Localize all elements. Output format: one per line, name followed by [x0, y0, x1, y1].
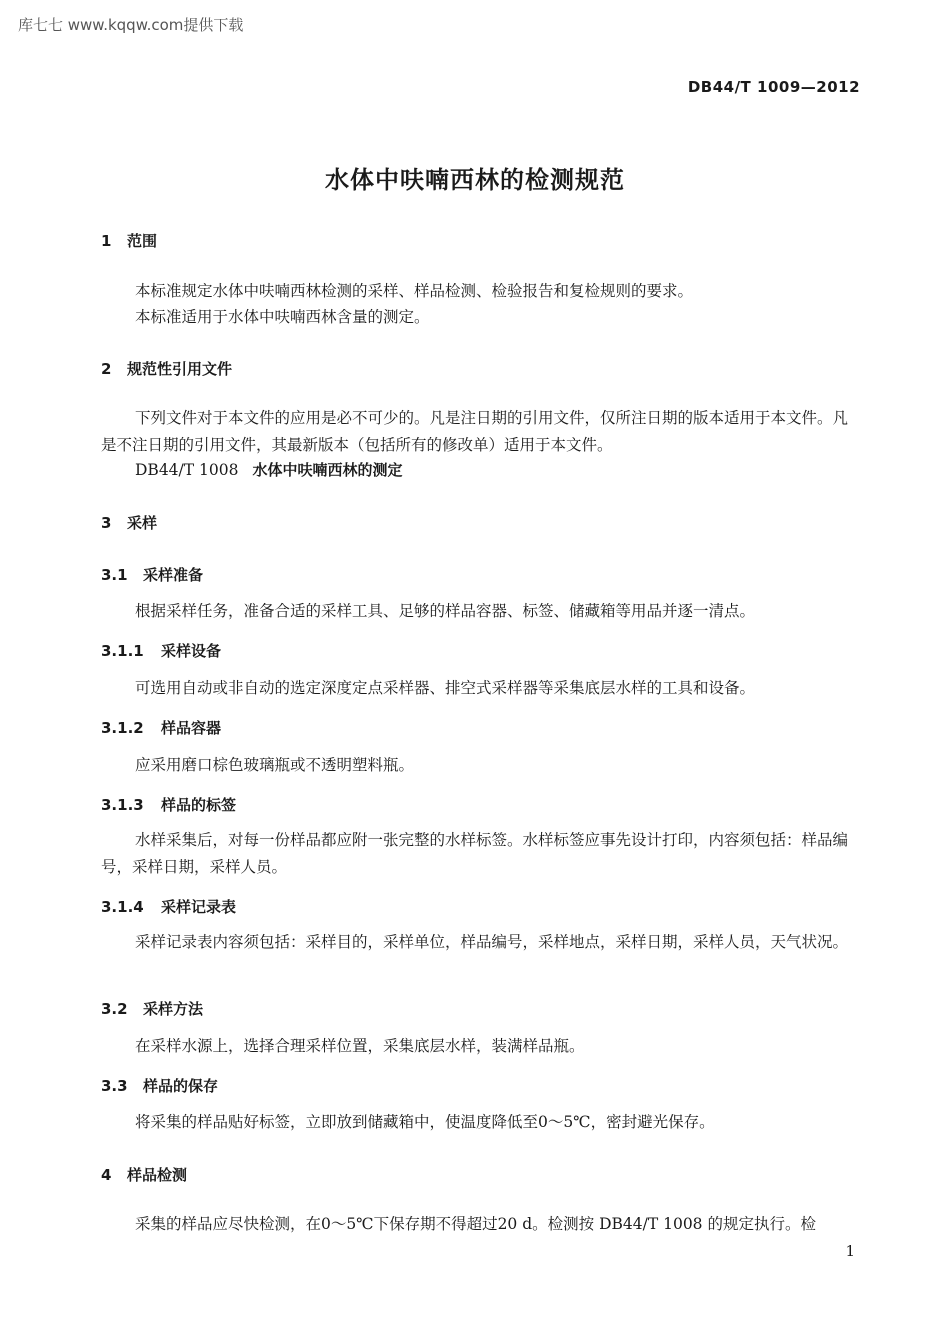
- paragraph: 下列文件对于本文件的应用是必不可少的。凡是注日期的引用文件，仅所注日期的版本适用于本文件。凡是不注日期的引用文件，其最新版本（包括所有的修改单）适用于本文件。: [101, 409, 849, 454]
- section-number: 3.1.4: [101, 898, 144, 916]
- subsection-3-3-heading: [101, 1075, 218, 1096]
- section-number: 4: [101, 1166, 112, 1184]
- section-title: 采样方法: [143, 1000, 204, 1018]
- section-title: 样品容器: [161, 719, 222, 737]
- reference-code: DB44/T 1008: [135, 461, 239, 479]
- watermark: 库七七 www.kqqw.com提供下载: [18, 16, 244, 34]
- paragraph: 将采集的样品贴好标签，立即放到储藏箱中，使温度降低至0～5℃，密封避光保存。: [135, 1113, 715, 1131]
- paragraph: 根据采样任务，准备合适的采样工具、足够的样品容器、标签、储藏箱等用品并逐一清点。: [135, 602, 756, 620]
- section-title: 采样记录表: [161, 898, 237, 916]
- section-number: 3.2: [101, 1000, 128, 1018]
- subsection-3-1-3-heading: [101, 794, 236, 815]
- section-number: 3.1.1: [101, 642, 144, 660]
- section-title: 样品的保存: [143, 1077, 219, 1095]
- paragraph: 采样记录表内容须包括：采样目的，采样单位，样品编号，采样地点，采样日期，采样人员，天气状况。: [135, 933, 849, 951]
- paragraph: 在采样水源上，选择合理采样位置，采集底层水样，装满样品瓶。: [135, 1037, 585, 1055]
- section-number: 3.1: [101, 566, 128, 584]
- section-title: 样品检测: [127, 1166, 188, 1184]
- section-number: 3.3: [101, 1077, 128, 1095]
- section-2-heading: [101, 358, 232, 379]
- section-title: 范围: [127, 232, 158, 250]
- standard-number: DB44/T 1009—2012: [687, 78, 860, 96]
- section-title: 采样设备: [161, 642, 222, 660]
- section-3-heading: [101, 512, 157, 533]
- page-number: 1: [845, 1242, 855, 1260]
- subsection-3-1-2-heading: [101, 717, 221, 738]
- paragraph: 本标准适用于水体中呋喃西林含量的测定。: [135, 308, 430, 326]
- subsection-3-1-1-heading: [101, 640, 221, 661]
- section-number: 3.1.3: [101, 796, 144, 814]
- paragraph: 采集的样品应尽快检测，在0～5℃下保存期不得超过20 d。检测按 DB44/T 1008 的规定执行。检: [135, 1215, 816, 1233]
- section-title: 采样准备: [143, 566, 204, 584]
- subsection-3-1-4-heading: [101, 896, 236, 917]
- section-number: 1: [101, 232, 112, 250]
- paragraph: 可选用自动或非自动的选定深度定点采样器、排空式采样器等采集底层水样的工具和设备。: [135, 679, 756, 697]
- document-title: 水体中呋喃西林的检测规范: [325, 166, 625, 194]
- section-4-heading: [101, 1164, 187, 1185]
- normative-reference: [135, 457, 403, 484]
- paragraph: 水样采集后，对每一份样品都应附一张完整的水样标签。水样标签应事先设计打印，内容须包括：样品编号，采样日期，采样人员。: [101, 831, 849, 876]
- subsection-3-1-heading: [101, 564, 203, 585]
- section-title: 规范性引用文件: [127, 360, 233, 378]
- section-number: 3: [101, 514, 112, 532]
- reference-name: 水体中呋喃西林的测定: [252, 461, 403, 479]
- paragraph: 本标准规定水体中呋喃西林检测的采样、样品检测、检验报告和复检规则的要求。: [135, 282, 694, 300]
- subsection-3-2-heading: [101, 998, 203, 1019]
- section-1-heading: [101, 230, 157, 251]
- section-title: 采样: [127, 514, 158, 532]
- paragraph: 应采用磨口棕色玻璃瓶或不透明塑料瓶。: [135, 756, 415, 774]
- section-number: 2: [101, 360, 112, 378]
- section-number: 3.1.2: [101, 719, 144, 737]
- section-title: 样品的标签: [161, 796, 237, 814]
